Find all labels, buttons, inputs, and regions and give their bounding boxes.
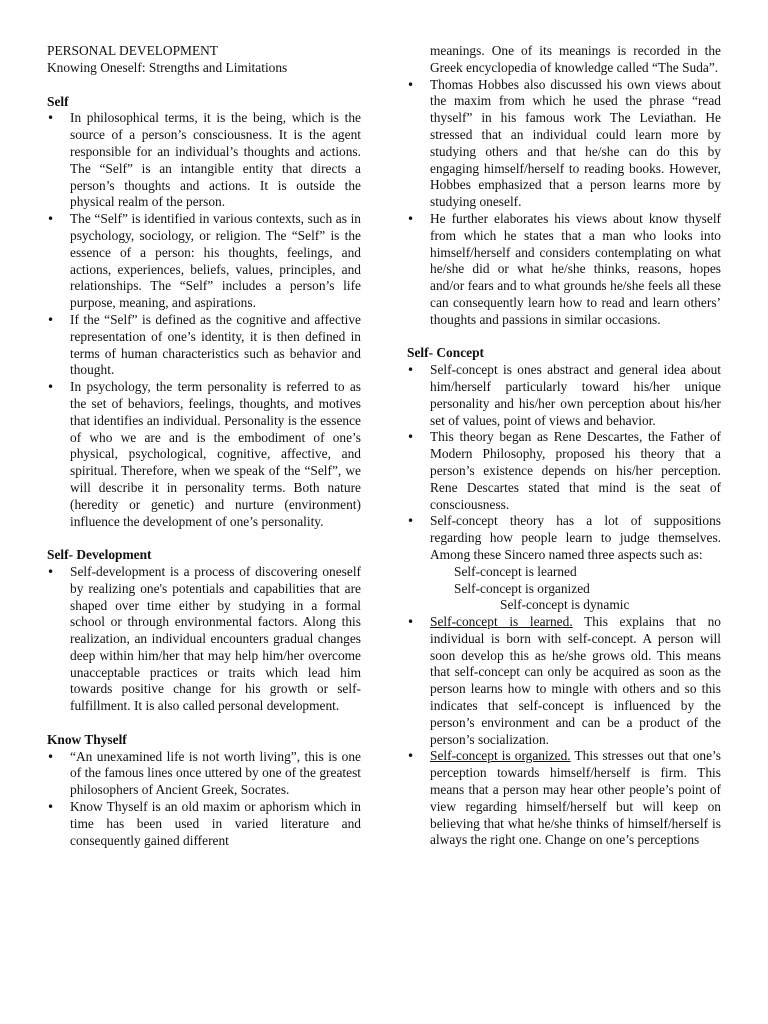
document-subtitle: Knowing Oneself: Strengths and Limitations	[47, 59, 288, 75]
left-column	[47, 43, 361, 849]
list-item: • He further elaborates his views about know thyself from which he states that a man who looks into himself/herself and considers contemplating on what he/she did or what he/she thinks, reasons, hopes and/or fears and to what grounds he/she feels all these can consequently learn how to read and learn others’ thoughts and passions in similar occasions.	[407, 211, 721, 329]
list-item: • The “Self” is identified in various contexts, such as in psychology, sociology, or religion. The “Self” is the essence of a person: his thoughts, feelings, and actions, experiences, beliefs, values, principles, and relationships. The “Self” includes a person’s life purpose, meaning, and aspirations.	[47, 211, 361, 312]
list-item	[407, 748, 721, 849]
aspect-learned: Self-concept is learned	[454, 563, 577, 579]
section-heading-self-development: Self- Development	[47, 547, 152, 563]
list-item: • “An unexamined life is not worth living”, this is one of the famous lines once uttered by one of the greatest philosophers of Ancient Greek, Socrates.	[47, 749, 361, 799]
list-item: • Thomas Hobbes also discussed his own views about the maxim from which he used the phrase “read thyself” in his famous work The Leviathan. He stressed that an individual could learn more by studying others and that he/she can do this by engaging himself/herself to reading books. However, Hobbes emphasized that a person learns more by studying oneself.	[407, 77, 721, 211]
know-thyself-more-bullets	[407, 77, 721, 329]
list-item: • Know Thyself is an old maxim or aphorism which in time has been used in varied literature and consequently gained different	[47, 799, 361, 849]
aspect-organized: Self-concept is organized	[454, 580, 590, 596]
list-item: • If the “Self” is defined as the cognitive and affective representation of one’s identity, it is then defined in terms of human characteristics such as behavior and thought.	[47, 312, 361, 379]
aspect-label-organized: Self-concept is organized.	[430, 748, 571, 764]
list-item	[407, 614, 721, 748]
aspect-dynamic: Self-concept is dynamic	[500, 597, 630, 613]
document-title: PERSONAL DEVELOPMENT	[47, 43, 218, 58]
self-concept-bullet-list	[407, 362, 721, 564]
list-item: • Self-concept theory has a lot of suppositions regarding how people learn to judge themselves. Among these Sincero named three aspects such as:	[407, 513, 721, 563]
section-heading-self: Self	[47, 93, 69, 109]
self-bullet-list	[47, 110, 361, 530]
know-thyself-continuation: meanings. One of its meanings is recorded in the Greek encyclopedia of knowledge called “The Suda”.	[430, 43, 721, 75]
aspect-text-learned: This explains that no individual is born with self-concept. A person will soon develop this as he/she grows old. This means that self-concept can only be acquired as soon as the person learns how to mingle with others and so this indicates that self-concept is influenced by the person’s environment and can be a product of the person’s socialization.	[430, 614, 721, 747]
right-column	[407, 43, 721, 849]
aspect-label-learned: Self-concept is learned.	[430, 614, 573, 630]
list-item: • Self-development is a process of discovering oneself by realizing one's potentials and capabilities that are shaped over time either by studying in a formal school or through environmental factors. Along this realization, an individual encounters gradual changes deep within him/her that may help him/her overcome unacceptable practices or traits which lead him towards positive change for his growth or self-fulfillment. It is also called personal development.	[47, 564, 361, 715]
know-thyself-bullet-list	[47, 749, 361, 850]
self-concept-aspect-details	[407, 614, 721, 849]
self-development-bullet-list	[47, 564, 361, 715]
aspect-text-organized: This stresses out that one’s perception towards himself/herself is firm. This means that a person may hear other people’s point of view regarding himself/herself but will keep on believing that what he/she thinks of himself/herself is always the right one. Change on one’s perceptions	[430, 748, 721, 848]
section-heading-self-concept: Self- Concept	[407, 345, 484, 361]
section-heading-know-thyself: Know Thyself	[47, 731, 127, 747]
list-item: • In psychology, the term personality is referred to as the set of behaviors, feelings, thoughts, and motives that identifies an individual. Personality is the essence of who we are and is the embodiment of one’s physical, psychological, cognitive, affective, and spiritual. Therefore, when we speak of the “Self”, we will describe it in personality terms. Both nature (heredity or genetic) and nurture (environment) influence the development of one’s personality.	[47, 379, 361, 530]
list-item: • In philosophical terms, it is the being, which is the source of a person’s consciousness. It is the agent responsible for an individual’s thoughts and actions. The “Self” is an intangible entity that directs a person’s thoughts and actions. It is outside the physical realm of the person.	[47, 110, 361, 211]
list-item: • This theory began as Rene Descartes, the Father of Modern Philosophy, proposed his theory that a person’s existence depends on his/her perception. Rene Descartes stated that mind is the seat of consciousness.	[407, 429, 721, 513]
list-item: • Self-concept is ones abstract and general idea about him/herself particularly toward his/her unique personality and his/her own perception about his/her set of values, point of views and behavior.	[407, 362, 721, 429]
